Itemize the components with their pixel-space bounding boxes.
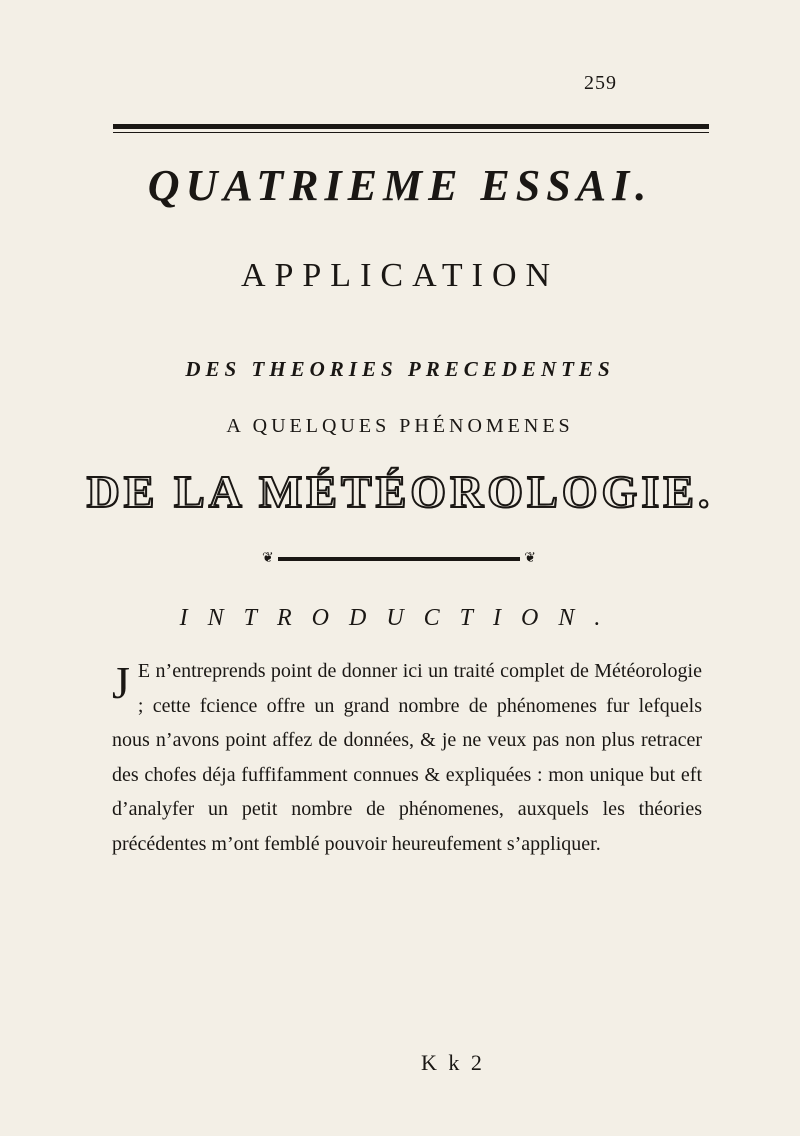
essay-title: QUATRIEME ESSAI. [147,161,653,210]
subtitle-meteorology: DE LA MÉTÉOROLOGIE. [86,466,714,517]
drop-cap: J [112,657,130,708]
subtitle-application: APPLICATION [240,257,560,294]
page-number: 259 [584,72,617,94]
ornament-divider [262,551,536,566]
subtitle-theories: DES THEORIES PRECEDENTES [185,357,615,381]
ornament-left-icon: ❦ [262,551,274,566]
introduction-paragraph [112,654,702,861]
header-rule [113,124,709,129]
signature-mark: K k 2 [421,1050,485,1075]
subtitle-phenomena: A QUELQUES PHÉNOMENES [226,415,574,437]
paragraph-text: E n’entreprends point de donner ici un traité complet de Météorologie ; cette fcience offre un grand nombre de phénomenes fur lefquels nous n’avons point affez de données, & je ne veux pas non plus retracer des chofes déja fuffifamment connues & expliquées : mon unique but eft d’analyfer un petit nombre de phénomenes, auxquels les théories précédentes m’ont femblé pouvoir heureufement s’appliquer. [112,660,702,855]
ornament-right-icon: ❦ [524,551,536,566]
ornament-bar [278,557,521,561]
introduction-heading: INTRODUCTION. [179,605,621,631]
